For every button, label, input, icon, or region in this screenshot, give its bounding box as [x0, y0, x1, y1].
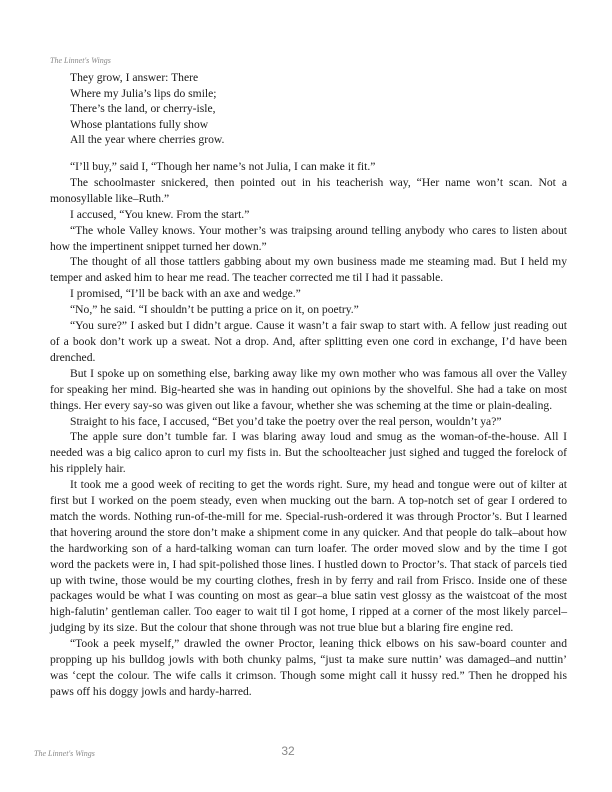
- body-text: [50, 159, 567, 700]
- paragraph: I promised, “I’ll be back with an axe and wedge.”: [70, 287, 301, 301]
- footer-title: The Linnet's Wings: [34, 749, 95, 758]
- paragraph: Straight to his face, I accused, “Bet you’d take the poetry over the real person, wouldn’t ya?”: [70, 414, 502, 428]
- poem-line: Where my Julia’s lips do smile;: [70, 86, 217, 100]
- paragraph: The apple sure don’t tumble far. I was blaring away loud and smug as the woman-of-the-house. All I needed was a big calico apron to curl my fists in. But the schoolteacher just sighed and tugged the forelock of his ripplely hair.: [50, 430, 567, 476]
- paragraph: The thought of all those tattlers gabbing about my own business made me steaming mad. But I held my temper and asked him to hear me read. The teacher corrected me til I had it passable.: [50, 255, 567, 285]
- paragraph: “The whole Valley knows. Your mother’s was traipsing around telling anybody who cares to listen about how the impertinent snippet turned her down.”: [50, 223, 567, 253]
- paragraph: It took me a good week of reciting to get the words right. Sure, my head and tongue were out of kilter at first but I worked on the poem steady, even when mucking out the barn. A top-notch set of gear I ordered to match the words. Nothing run-of-the-mill for me. Special-rush-ordered it was through Proctor’s. But I learned that hovering around the store don’t make a shipment come in any quicker. And that people do talk–about how the hardworking son of a hard-talking woman can turn loafer. The order moved slow and by the time I got word the packets were in, I had spit-polished those lines. I hustled down to Proctor’s. That stack of parcels tied up with twine, those would be my courting clothes, fresh in by ferry and rail from Frisco. Inside one of these packages would be what I was counting on most as gear–a blue satin vest glossy as the waistcoat of the most high-falutin’ gentleman caller. Too eager to wait til I got home, I ripped at a corner of the most likely parcel–judging by its size. But the colour that shone through was not true blue but a blaring fire engine red.: [50, 478, 567, 635]
- paragraph: “No,” he said. “I shouldn’t be putting a price on it, on poetry.”: [70, 303, 359, 317]
- paragraph: “Took a peek myself,” drawled the owner Proctor, leaning thick elbows on his saw-board counter and propping up his bulldog jowls with both chunky palms, “just ta make sure nuttin’ was damaged–and nuttin’ was ‘cept the colour. The wife calls it crimson. Though some might call it hussy red.” Then he dropped his paws off his doggy jowls and hardy-harred.: [50, 637, 567, 698]
- paragraph: The schoolmaster snickered, then pointed out in his teacherish way, “Her name won’t scan. Not a monosyllable like–Ruth.”: [50, 175, 567, 205]
- page-number: 32: [281, 744, 295, 758]
- paragraph: “I’ll buy,” said I, “Though her name’s not Julia, I can make it fit.”: [70, 160, 376, 173]
- poem-line: All the year where cherries grow.: [70, 133, 225, 146]
- paragraph: “You sure?” I asked but I didn’t argue. Cause it wasn’t a fair swap to start with. A fellow just reading out of a book don’t work up a sweat. Not a drop. And, after splitting even one cord in exchange, I’d have been drenched.: [50, 319, 567, 364]
- poem-line: They grow, I answer: There: [70, 71, 199, 84]
- poem-stanza: [70, 70, 224, 148]
- poem-line: There’s the land, or cherry-isle,: [70, 102, 216, 115]
- poem-line: Whose plantations fully show: [70, 117, 209, 131]
- paragraph: But I spoke up on something else, barking away like my own mother who was famous all over the Valley for speaking her mind. Big-hearted she was in handing out opinions by the shovelful. She had a take on most things. Her every say-so was given out like a favour, whether she was scheming at the time or plain-dealing.: [50, 366, 567, 412]
- paragraph: I accused, “You knew. From the start.”: [70, 207, 250, 221]
- running-header-title: The Linnet's Wings: [50, 56, 111, 65]
